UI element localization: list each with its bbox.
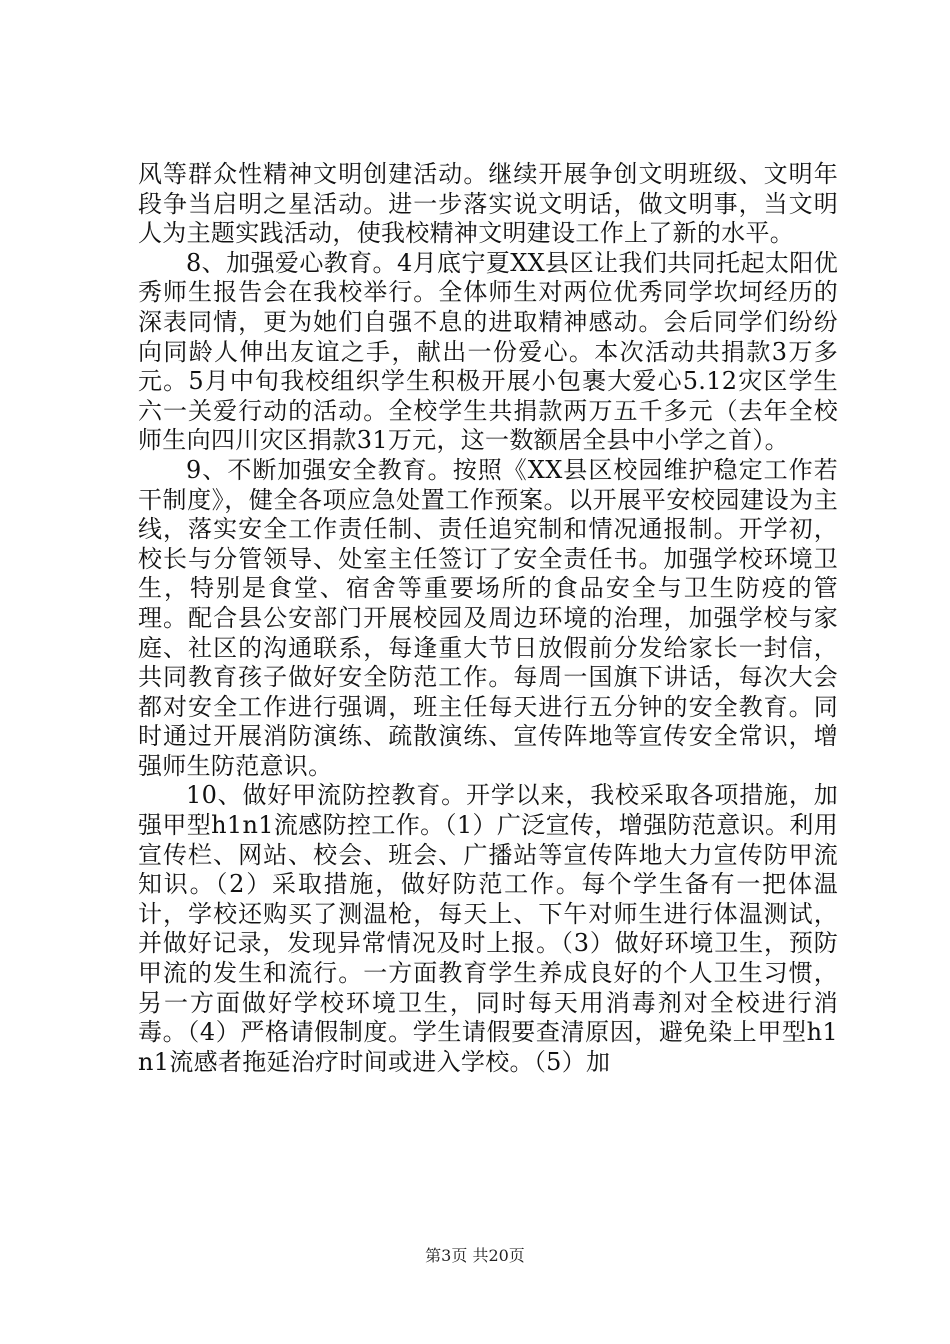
page-number-footer: 第3页 共20页	[425, 1246, 525, 1265]
paragraph-love-education: 8、加强爱心教育。4月底宁夏XX县区让我们共同托起太阳优秀师生报告会在我校举行。全体师生对两位优秀同学坎坷经历的深表同情，更为她们自强不息的进取精神感动。会后同学们纷纷向同龄人伸出友谊之手，献出一份爱心。本次活动共捐款3万多元。5月中旬我校组织学生积极开展小包裹大爱心5.12灾区学生六一关爱行动的活动。全校学生共捐款两万五千多元（去年全校师生向四川灾区捐款31万元，这一数额居全县中小学之首）。	[138, 248, 838, 455]
document-body	[138, 160, 838, 1077]
paragraph-civilization-continued: 风等群众性精神文明创建活动。继续开展争创文明班级、文明年段争当启明之星活动。进一步落实说文明话，做文明事，当文明人为主题实践活动，使我校精神文明建设工作上了新的水平。	[138, 160, 838, 248]
paragraph-flu-prevention: 10、做好甲流防控教育。开学以来，我校采取各项措施，加强甲型h1n1流感防控工作。（1）广泛宣传，增强防范意识。利用宣传栏、网站、校会、班会、广播站等宣传阵地大力宣传防甲流知识。（2）采取措施，做好防范工作。每个学生备有一把体温计，学校还购买了测温枪，每天上、下午对师生进行体温测试，并做好记录，发现异常情况及时上报。（3）做好环境卫生，预防甲流的发生和流行。一方面教育学生养成良好的个人卫生习惯，另一方面做好学校环境卫生，同时每天用消毒剂对全校进行消毒。（4）严格请假制度。学生请假要查清原因，避免染上甲型h1n1流感者拖延治疗时间或进入学校。（5）加	[138, 781, 838, 1076]
paragraph-safety-education: 9、不断加强安全教育。按照《XX县区校园维护稳定工作若干制度》，健全各项应急处置工作预案。以开展平安校园建设为主线，落实安全工作责任制、责任追究制和情况通报制。开学初，校长与分管领导、处室主任签订了安全责任书。加强学校环境卫生，特别是食堂、宿舍等重要场所的食品安全与卫生防疫的管理。配合县公安部门开展校园及周边环境的治理，加强学校与家庭、社区的沟通联系，每逢重大节日放假前分发给家长一封信，共同教育孩子做好安全防范工作。每周一国旗下讲话，每次大会都对安全工作进行强调，班主任每天进行五分钟的安全教育。同时通过开展消防演练、疏散演练、宣传阵地等宣传安全常识，增强师生防范意识。	[138, 455, 838, 780]
